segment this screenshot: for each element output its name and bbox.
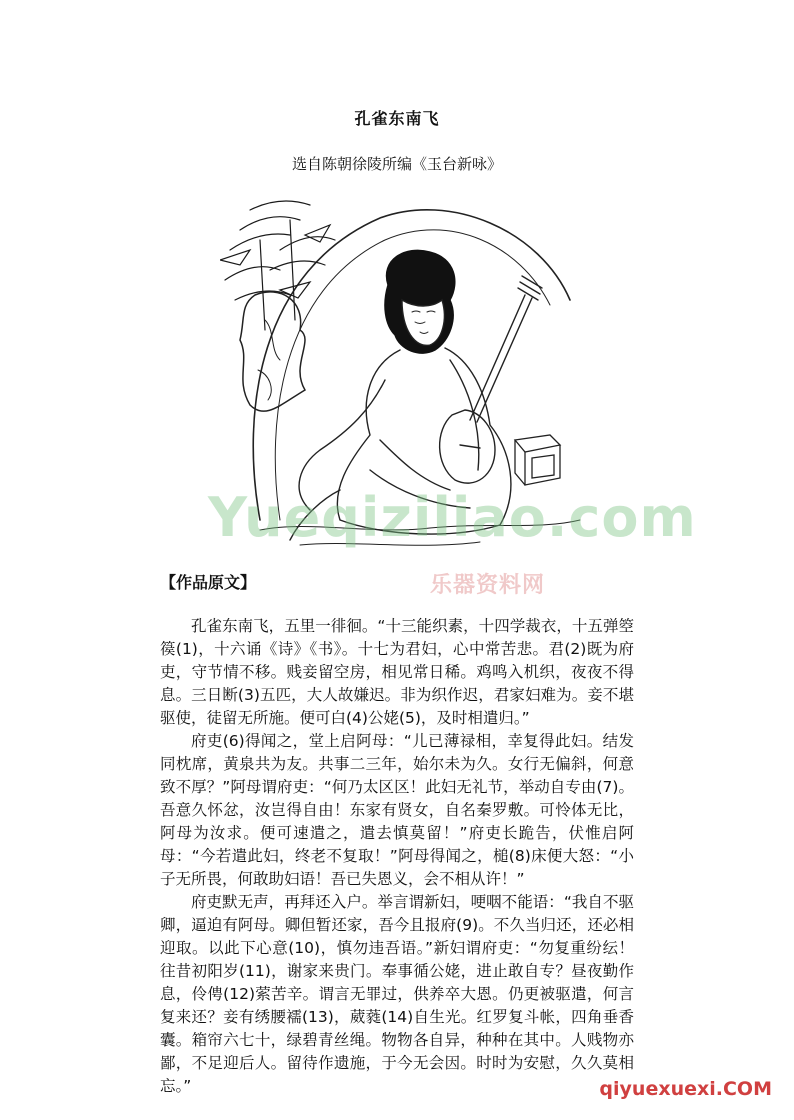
page-subtitle: 选自陈朝徐陵所编《玉台新咏》 <box>291 155 502 173</box>
paragraph-1: 孔雀东南飞，五里一徘徊。“十三能织素，十四学裁衣，十五弹箜篌(1)，十六诵《诗》《书》。十七为君妇，心中常苦悲。君(2)既为府吏，守节情不移。贱妾留空房，相见常日稀。鸡鸣入机织，夜夜不得息。三日断(3)五匹，大人故嫌迟。非为织作迟，君家妇难为。妾不堪驱使，徒留无所施。便可白(4)公姥(5)，及时相遣归。” <box>160 617 634 727</box>
garden-rock <box>240 292 305 411</box>
bamboo-leaves <box>220 201 335 330</box>
poem-body <box>160 615 634 1098</box>
watermark-yueqiziliao: Yueqiziliao.com <box>208 486 697 549</box>
paragraph-2: 府吏(6)得闻之，堂上启阿母：“儿已薄禄相，幸复得此妇。结发同枕席，黄泉共为友。共事二三年，始尔未为久。女行无偏斜，何意致不厚？”阿母谓府吏：“何乃太区区！此妇无礼节，举动自专由(7)。吾意久怀忿，汝岂得自由！东家有贤女，自名秦罗敷。可怜体无比，阿母为汝求。便可速遣之，遣去慎莫留！”府吏长跪告，伏惟启阿母：“今若遣此妇，终老不复取！”阿母得闻之，槌(8)床便大怒：“小子无所畏，何敢助妇语！吾已失恩义，会不相从许！” <box>160 732 634 888</box>
paragraph-3: 府吏默无声，再拜还入户。举言谓新妇，哽咽不能语：“我自不驱卿，逼迫有阿母。卿但暂还家，吾今且报府(9)。不久当归还，还必相迎取。以此下心意(10)，慎勿违吾语。”新妇谓府吏：“勿复重纷纭！往昔初阳岁(11)，谢家来贵门。奉事循公姥，进止敢自专？昼夜勤作息，伶俜(12)萦苦辛。谓言无罪过，供养卒大恩。仍更被驱遣，何言复来还？妾有绣腰襦(13)，葳蕤(14)自生光。红罗复斗帐，四角垂香囊。箱帘六七十，绿碧青丝绳。物物各自异，种种在其中。人贱物亦鄙，不足迎后人。留待作遗施，于今无会因。时时为安慰，久久莫相忘。” <box>160 893 634 1095</box>
footer-watermark: qiyuexuexi.COM <box>599 1078 772 1100</box>
watermark-chinese: 乐器资料网 <box>430 573 546 598</box>
small-cabinet <box>515 435 560 485</box>
section-heading: 【作品原文】 <box>160 573 257 592</box>
page-title: 孔雀东南飞 <box>354 109 440 128</box>
